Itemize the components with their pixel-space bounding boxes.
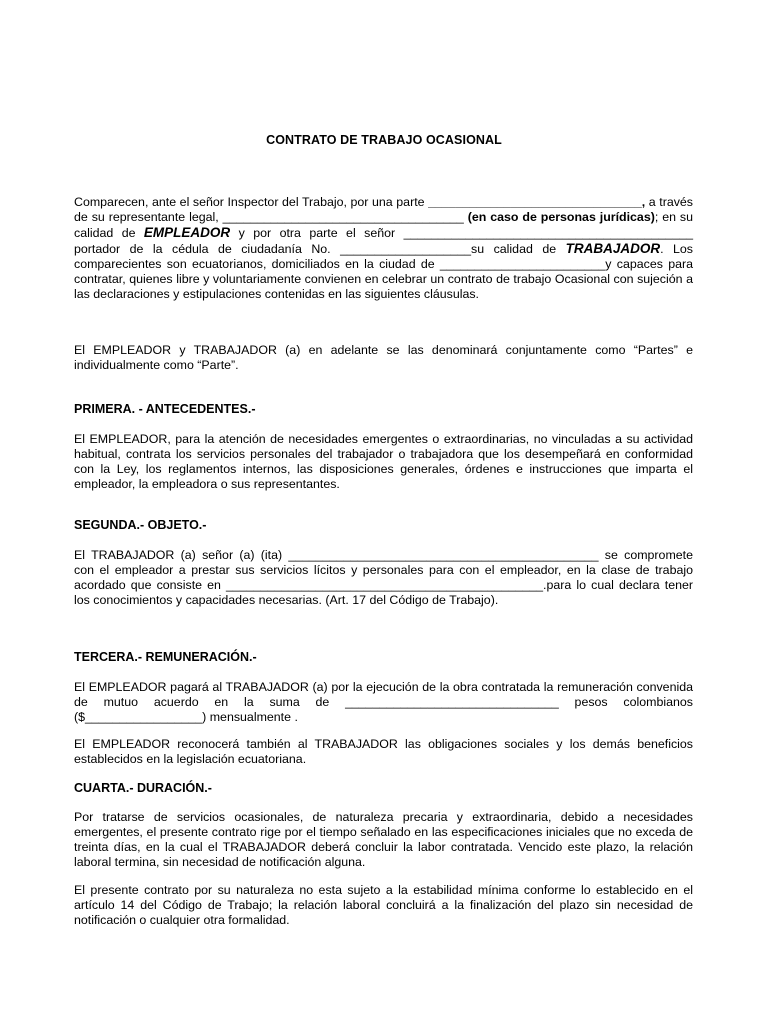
intro-text-1: Comparecen, ante el señor Inspector del Trabajo, por una parte [74, 195, 429, 209]
section-segunda-heading: SEGUNDA.- OBJETO.- [74, 518, 207, 532]
section-primera-text: El EMPLEADOR, para la atención de necesidades emergentes o extraordinarias, no vinculadas a su actividad habitual, contrata los servicios personales del trabajador o trabajadora que los desempeñará en conformidad con la Ley, los reglamentos internos, las disposiciones generales, órdenes e instrucciones que imparta el empleador, la empleadora o sus representantes. [74, 432, 693, 491]
section-cuarta-heading: CUARTA.- DURACIÓN.- [74, 781, 212, 795]
legal-entity-note: (en caso de personas jurídicas) [467, 210, 655, 224]
intro-paragraph [74, 195, 693, 302]
section-primera-heading: PRIMERA. - ANTECEDENTES.- [74, 402, 256, 416]
partes-paragraph: El EMPLEADOR y TRABAJADOR (a) en adelante se las denominará conjuntamente como “Partes” e individualmente como “Parte”. [74, 343, 693, 372]
intro-text-5: . Los comparecientes son ecuatorianos, domiciliados en la ciudad de ________________________y capaces para contratar, quienes libre y voluntariamente convienen en celebrar un contrato de trabajo Ocasional con sujeción a las declaraciones y estipulaciones contenidas en las siguientes cláusulas. [74, 242, 693, 301]
section-cuarta-text-1: Por tratarse de servicios ocasionales, de naturaleza precaria y extraordinaria, debido a necesidades emergentes, el presente contrato rige por el tiempo señalado en las especificaciones iniciales que no exceda de treinta días, en la cual el TRABAJADOR deberá concluir la labor contratada. Vencido este plazo, la relación laboral termina, sin necesidad de notificación alguna. [74, 810, 693, 869]
trabajador-term: TRABAJADOR [565, 241, 661, 256]
section-tercera-text-2: El EMPLEADOR reconocerá también al TRABAJADOR las obligaciones sociales y los demás beneficios establecidos en la legislación ecuatoriana. [74, 737, 693, 766]
document-title: CONTRATO DE TRABAJO OCASIONAL [266, 133, 502, 147]
section-tercera-heading: TERCERA.- REMUNERACIÓN.- [74, 650, 257, 664]
section-tercera-text-1: El EMPLEADOR pagará al TRABAJADOR (a) por la ejecución de la obra contratada la remuneración convenida de mutuo acuerdo en la suma de _______________________________ pesos colombianos ($_________________) mensualmente . [74, 680, 693, 724]
section-segunda-text: El TRABAJADOR (a) señor (a) (ita) _____________________________________________ se compromete con el empleador a prestar sus servicios lícitos y personales para con el empleador, en la clase de trabajo acordado que consiste en ______________________________________________.para lo cual declara tener los conocimientos y capacidades necesarias. (Art. 17 del Código de Trabajo). [74, 548, 693, 607]
intro-text-3: ; en su calidad de [74, 210, 693, 240]
section-cuarta-text-2: El presente contrato por su naturaleza no esta sujeto a la estabilidad mínima conforme lo establecido en el artículo 14 del Código de Trabajo; la relación laboral concluirá a la finalización del plazo sin necesidad de notificación o cualquier otra formalidad. [74, 883, 693, 927]
empleador-term: EMPLEADOR [143, 225, 231, 240]
intro-text-2: a través de su representante legal, ___________________________________ [74, 195, 694, 224]
party-one-blank: _______________________________, [428, 195, 649, 209]
intro-text-4: y por otra parte el señor __________________________________________ portador de la cédula de ciudadanía No. ___________________su calidad de [74, 226, 693, 256]
